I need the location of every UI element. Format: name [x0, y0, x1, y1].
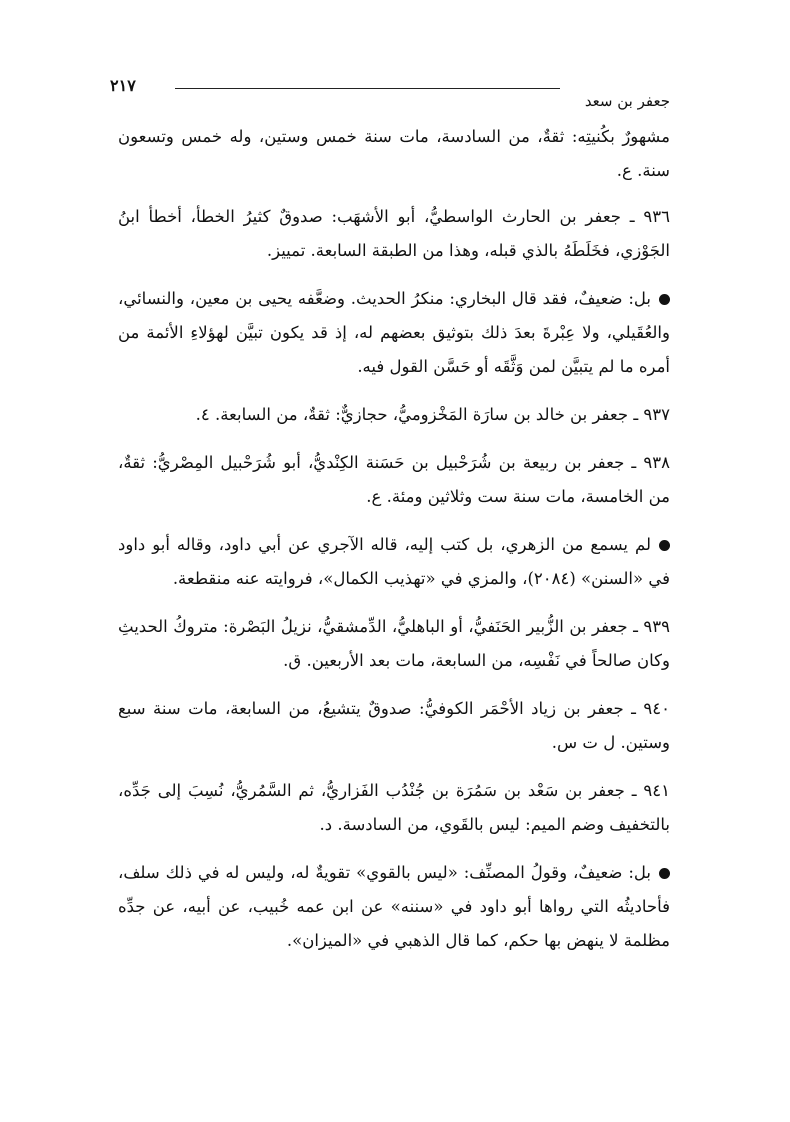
entry-938 [118, 446, 670, 514]
running-title: جعفر بن سعد [584, 92, 670, 110]
paragraph-text: ٩٤٠ ـ جعفر بن زياد الأحْمَر الكوفيُّ: صدوقٌ يتشيعُ، من السابعة، مات سنة سبع وستين. ل ت س. [118, 699, 670, 752]
entry-939 [118, 610, 670, 678]
bullet-icon [659, 540, 670, 551]
paragraph-text: ٩٤١ ـ جعفر بن سَعْد بن سَمُرَة بن جُنْدُب الفَزاريُّ، ثم السَّمُريُّ، نُسِبَ إلى جَدِّه، بالتخفيف وضم الميم: ليس بالقَوي، من السادسة. د. [118, 781, 670, 834]
paragraph-continuation [118, 120, 670, 188]
paragraph-text: بل: ضعيفٌ، وقولُ المصنِّف: «ليس بالقوي» تقويةٌ له، وليس له في ذلك سلف، فأحاديثُه التي رواها أبو داود في «سننه» عن ابن عمه خُبيب، عن أبيه، عن جدِّه مظلمة لا ينهض بها حكم، كما قال الذهبي في «الميزان». [118, 863, 670, 950]
paragraph-text: بل: ضعيفٌ، فقد قال البخاري: منكرُ الحديث. وضعَّفه يحيى بن معين، والنسائي، والعُقَيلي، ولا عِبْرةَ بعدَ ذلك بتوثيق بعضهم له، إذ قد يكون تبيَّن لهؤلاءِ الأئمة من أمره ما لم يتبيَّن لمن وَثَّقَه أو حَسَّن القول فيه. [118, 289, 670, 376]
header-rule [175, 88, 560, 89]
entry-937 [118, 398, 670, 432]
page-header [110, 72, 670, 112]
paragraph-text: لم يسمع من الزهري، بل كتب إليه، قاله الآجري عن أبي داود، وقاله أبو داود في «السنن» (٢٠٨٤)، والمزي في «تهذيب الكمال»، فروايته عنه منقطعة. [118, 535, 670, 588]
paragraph-text: ٩٣٩ ـ جعفر بن الزُّبير الحَنَفيُّ، أو الباهليُّ، الدِّمشقيُّ، نزيلُ البَصْرة: متروكُ الحديثِ وكان صالحاً في نَفْسِه، من السابعة، مات بعد الأربعين. ق. [118, 617, 670, 670]
bullet-icon [659, 294, 670, 305]
comment-941 [118, 856, 670, 958]
comment-938 [118, 528, 670, 596]
entry-936 [118, 200, 670, 268]
bullet-icon [659, 868, 670, 879]
paragraph-text: ٩٣٦ ـ جعفر بن الحارث الواسطيُّ، أبو الأشهَب: صدوقٌ كثيرُ الخطأ، أخطأ ابنُ الجَوْزي، فخَلَطَهُ بالذي قبله، وهذا من الطبقة السابعة. تمييز. [118, 207, 670, 260]
entry-941 [118, 774, 670, 842]
paragraph-text: ٩٣٨ ـ جعفر بن ربيعة بن شُرَحْبيل بن حَسَنة الكِنْديُّ، أبو شُرَحْبيل المِصْريُّ: ثقةٌ، من الخامسة، مات سنة ست وثلاثين ومئة. ع. [118, 453, 670, 506]
entry-940 [118, 692, 670, 760]
page-body [118, 120, 670, 972]
paragraph-text: ٩٣٧ ـ جعفر بن خالد بن سارَة المَخْزوميُّ، حجازيٌّ: ثقةٌ، من السابعة. ٤. [195, 405, 670, 424]
paragraph-text: مشهورٌ بكُنيتِه: ثقةٌ، من السادسة، مات سنة خمس وستين، وله خمس وتسعون سنة. ع. [118, 127, 670, 180]
page-number: ٢١٧ [110, 76, 136, 95]
comment-936 [118, 282, 670, 384]
